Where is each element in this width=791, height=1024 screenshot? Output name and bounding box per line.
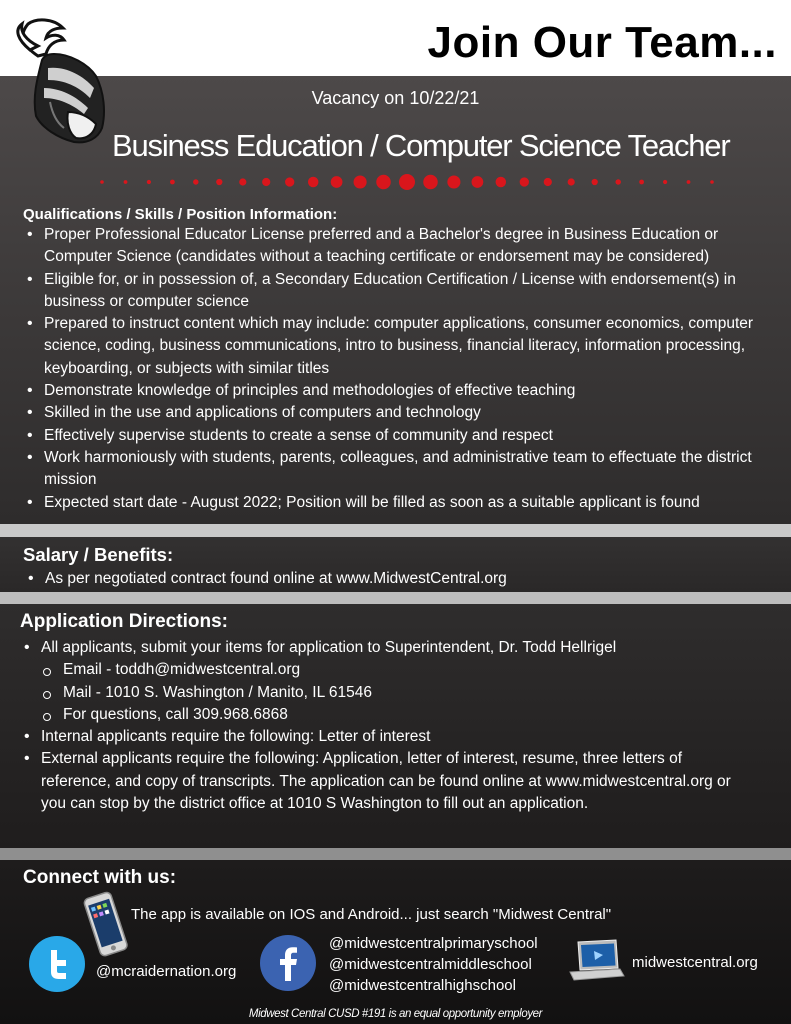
- header-bar: [0, 0, 791, 76]
- red-dot: [615, 179, 620, 184]
- knight-helmet-logo: [8, 16, 108, 148]
- list-item: • Eligible for, or in possession of, a Secondary Education Certification / License with endorsement(s) in business or computer science: [23, 269, 773, 314]
- application-section: [0, 604, 791, 848]
- red-dot: [239, 178, 246, 185]
- website-link[interactable]: midwestcentral.org: [632, 954, 758, 971]
- list-item: [20, 637, 740, 726]
- red-dot: [170, 180, 175, 185]
- connect-heading: Connect with us:: [23, 867, 177, 888]
- list-item: • Work harmoniously with students, parents, colleagues, and administrative team to effectuate the district mission: [23, 447, 773, 492]
- red-dot: [447, 175, 460, 188]
- twitter-handle[interactable]: @mcraidernation.org: [96, 963, 237, 980]
- connect-section: [0, 860, 791, 1024]
- application-instruction: All applicants, submit your items for application to Superintendent, Dr. Todd Hellrigel: [41, 639, 617, 656]
- position-section: [0, 76, 791, 524]
- salary-heading: Salary / Benefits:: [23, 544, 174, 565]
- mail-item: Mail - 1010 S. Washington / Manito, IL 61546: [41, 682, 740, 704]
- red-dot: [496, 177, 506, 187]
- facebook-handle-middle[interactable]: @midwestcentralmiddleschool: [329, 956, 532, 973]
- red-dot: [592, 179, 598, 185]
- red-dot: [285, 177, 294, 186]
- contact-sublist: [41, 659, 740, 726]
- list-item: • External applicants require the following: Application, letter of interest, resume, three letters of reference, and copy of transcripts. The application can be found online at www.midwestcentral.org or you can stop by the district office at 1010 S Washington to fill out an application.: [20, 748, 740, 815]
- section-divider: [0, 524, 791, 537]
- red-dot: [520, 177, 529, 186]
- red-dot: [262, 178, 270, 186]
- red-dot: [124, 180, 128, 184]
- list-item: • Proper Professional Educator License preferred and a Bachelor's degree in Business Education or Computer Science (candidates without a teaching certificate or endorsement may be considered): [23, 224, 773, 269]
- list-item: • Prepared to instruct content which may include: computer applications, consumer economics, computer science, coding, business communications, intro to business, financial literacy, information processing, keyboarding, or subjects with similar titles: [23, 313, 773, 380]
- red-dot: [354, 175, 367, 188]
- list-item: • As per negotiated contract found online at www.MidwestCentral.org: [24, 568, 764, 590]
- salary-list: [24, 568, 764, 590]
- footer-note: Midwest Central CUSD #191 is an equal opportunity employer: [248, 1008, 543, 1020]
- red-dot: [147, 180, 151, 184]
- facebook-handles: [329, 933, 538, 996]
- red-dot-divider: [92, 174, 722, 190]
- phone-icon: [80, 890, 132, 960]
- red-dot: [308, 177, 318, 187]
- red-dot: [100, 180, 104, 184]
- list-item: • Demonstrate knowledge of principles and methodologies of effective teaching: [23, 380, 773, 402]
- red-dot: [376, 175, 391, 190]
- job-title: Business Education / Computer Science Teacher: [112, 128, 730, 163]
- red-dot: [568, 178, 575, 185]
- phone-item: For questions, call 309.968.6868: [41, 704, 740, 726]
- list-item: • Expected start date - August 2022; Position will be filled as soon as a suitable applicant is found: [23, 492, 773, 514]
- red-dot: [663, 180, 667, 184]
- vacancy-text: Vacancy on 10/22/21: [311, 88, 480, 108]
- salary-section: [0, 537, 791, 592]
- twitter-icon[interactable]: [29, 936, 85, 992]
- red-dot: [687, 180, 691, 184]
- vacancy-date: [0, 88, 791, 109]
- red-dot: [710, 180, 714, 184]
- facebook-icon[interactable]: [260, 935, 316, 991]
- application-list: [20, 637, 740, 815]
- page-title: Join Our Team...: [427, 18, 777, 67]
- email-item: Email - toddh@midwestcentral.org: [41, 659, 740, 681]
- red-dot: [423, 175, 438, 190]
- red-dot: [216, 179, 222, 185]
- facebook-handle-primary[interactable]: @midwestcentralprimaryschool: [329, 935, 538, 952]
- list-item: • Internal applicants require the following: Letter of interest: [20, 726, 740, 748]
- red-dot: [193, 179, 198, 184]
- facebook-handle-high[interactable]: @midwestcentralhighschool: [329, 977, 516, 994]
- red-dot: [399, 174, 415, 190]
- qualifications-list: [23, 224, 773, 514]
- app-note: The app is available on IOS and Android... just search "Midwest Central": [131, 906, 612, 923]
- red-dot: [472, 176, 484, 188]
- section-divider: [0, 592, 791, 604]
- red-dot: [331, 176, 343, 188]
- application-heading: Application Directions:: [20, 611, 228, 632]
- list-item: • Effectively supervise students to create a sense of community and respect: [23, 425, 773, 447]
- red-dot: [544, 178, 552, 186]
- laptop-icon: [566, 938, 626, 984]
- qualifications-heading: Qualifications / Skills / Position Information:: [23, 206, 338, 223]
- section-divider: [0, 848, 791, 860]
- list-item: • Skilled in the use and applications of computers and technology: [23, 402, 773, 424]
- red-dot: [639, 180, 644, 185]
